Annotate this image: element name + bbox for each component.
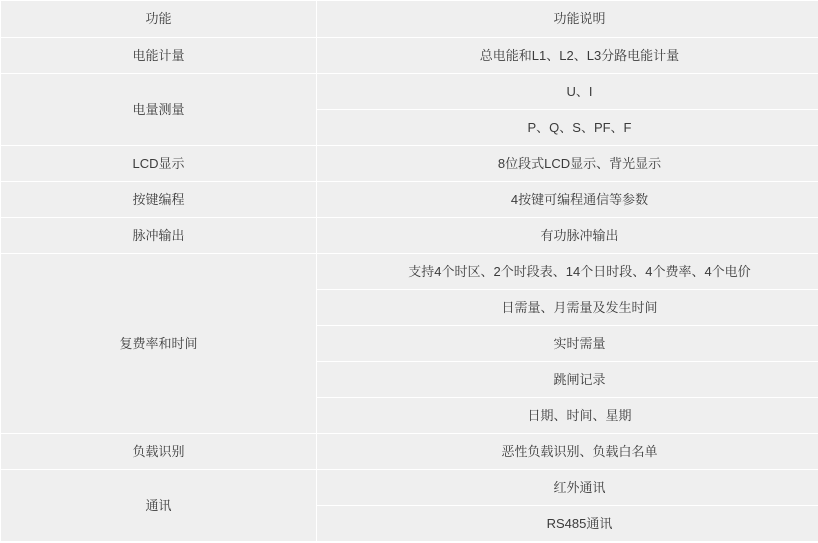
feature-description-cell: 恶性负载识别、负载白名单 <box>317 434 818 470</box>
table-row <box>1 434 818 470</box>
table-body <box>1 1 818 542</box>
feature-name-cell: 电量测量 <box>1 74 317 146</box>
feature-name-cell: 负载识别 <box>1 434 317 470</box>
feature-description-cell: 实时需量 <box>317 326 818 362</box>
feature-description-cell: 8位段式LCD显示、背光显示 <box>317 146 818 182</box>
feature-name-cell: 电能计量 <box>1 38 317 74</box>
table-row <box>1 146 818 182</box>
feature-name-cell: LCD显示 <box>1 146 317 182</box>
feature-name-cell: 脉冲输出 <box>1 218 317 254</box>
table-row <box>1 38 818 74</box>
feature-description-cell: 日需量、月需量及发生时间 <box>317 290 818 326</box>
table-row <box>1 470 818 506</box>
feature-description-cell: 红外通讯 <box>317 470 818 506</box>
feature-description-cell: 跳闸记录 <box>317 362 818 398</box>
table-row <box>1 1 818 38</box>
table-row <box>1 74 818 110</box>
feature-description-cell: 日期、时间、星期 <box>317 398 818 434</box>
feature-description-cell: P、Q、S、PF、F <box>317 110 818 146</box>
table-row <box>1 218 818 254</box>
feature-description-cell: 支持4个时区、2个时段表、14个日时段、4个费率、4个电价 <box>317 254 818 290</box>
feature-description-cell: 总电能和L1、L2、L3分路电能计量 <box>317 38 818 74</box>
feature-description-cell: U、I <box>317 74 818 110</box>
feature-name-cell: 按键编程 <box>1 182 317 218</box>
feature-description-cell: 有功脉冲输出 <box>317 218 818 254</box>
feature-description-cell: 4按键可编程通信等参数 <box>317 182 818 218</box>
table-row <box>1 182 818 218</box>
feature-description-cell: RS485通讯 <box>317 506 818 542</box>
column-header-feature: 功能 <box>1 1 317 38</box>
feature-name-cell: 复费率和时间 <box>1 254 317 434</box>
feature-name-cell: 通讯 <box>1 470 317 542</box>
table-row <box>1 254 818 290</box>
column-header-description: 功能说明 <box>317 1 818 38</box>
